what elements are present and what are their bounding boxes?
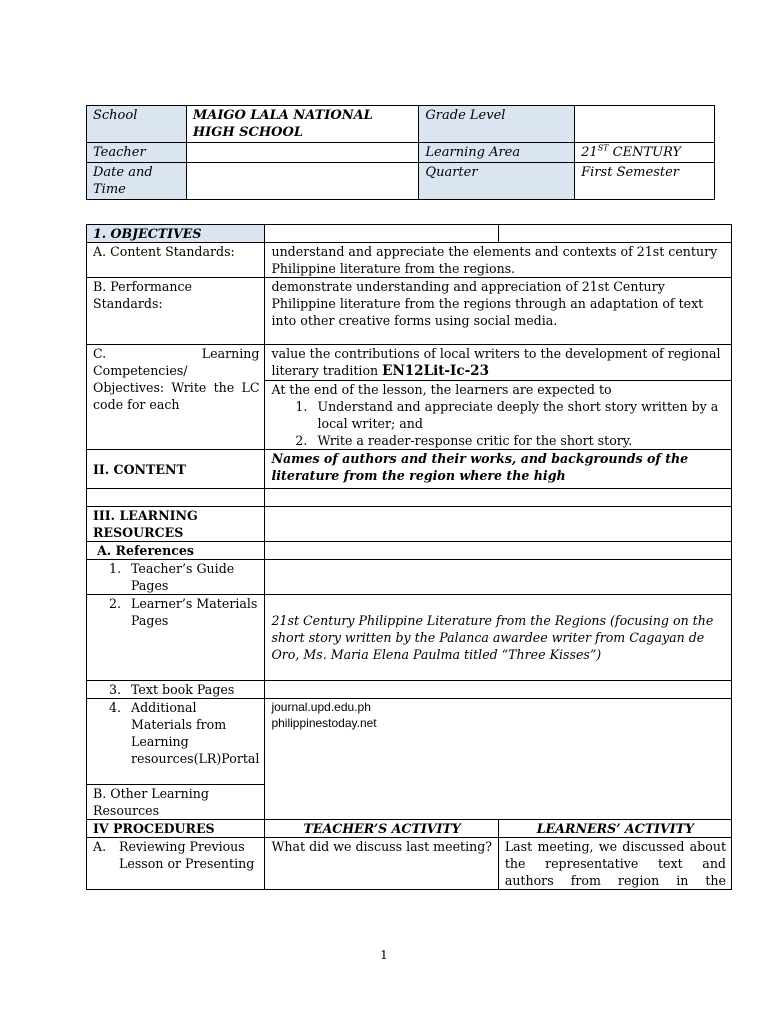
lesson-objective-item: 2. Write a reader-response critic for the short story. [311,432,726,449]
competencies-code: EN12Lit-Ic-23 [382,363,489,379]
reviewing-label: Reviewing Previous Lesson or Presenting [119,839,255,871]
lesson-intro: At the end of the lesson, the learners are expected to [271,382,612,397]
learning-area-value [575,143,715,163]
quarter-value: First Semester [575,163,715,200]
references-label: A. References [87,542,265,560]
page-number: 1 [380,948,388,962]
objectives-heading: 1. OBJECTIVES [87,225,265,243]
textbook-value [265,681,732,699]
teachers-guide-cell [87,560,265,595]
teachers-guide-value [265,560,732,595]
objectives-empty-1 [265,225,498,243]
learning-resources-value [265,507,732,542]
content-standards-label: A. Content Standards: [87,243,265,278]
spacer-cell-2 [265,489,732,507]
additional-materials-list [93,699,259,767]
link-journal[interactable]: journal.upd.edu.ph [271,700,371,714]
additional-materials-cell [87,699,265,785]
textbook-cell [87,681,265,699]
school-label: School [87,106,187,143]
lesson-objectives [265,381,732,450]
teacher-value [186,143,419,163]
content-standards-text: understand and appreciate the elements and contexts of 21st century Philippine literature from the regions. [265,243,732,278]
lesson-plan-table [86,224,732,890]
learner-activity-header: LEARNERS’ ACTIVITY [498,820,731,838]
competencies-text [265,345,732,381]
content-text: Names of authors and their works, and backgrounds of the literature from the region where the high [265,450,732,489]
reviewing-marker: A. [93,839,107,854]
learners-materials-list [93,595,259,629]
learners-materials-cell [87,595,265,681]
header-table [86,105,715,200]
date-value [186,163,419,200]
other-resources-label: B. Other Learning Resources [87,785,265,820]
competencies-desc: value the contributions of local writers to the development of regional literary tradition [271,346,721,378]
performance-standards-text: demonstrate understanding and appreciation of 21st Century Philippine literature from the regions through an adaptation of text into other creative forms using social media. [265,278,732,345]
objectives-empty-2 [498,225,731,243]
learners-materials-label: 2. Learner’s Materials Pages [125,595,259,629]
teacher-activity-header: TEACHER’S ACTIVITY [265,820,498,838]
learning-area-label: Learning Area [419,143,575,163]
teachers-guide-label: 1. Teacher’s Guide Pages [125,560,259,594]
lesson-objective-item: 1. Understand and appreciate deeply the short story written by a local writer; and [311,398,726,432]
competencies-label: C. Learning Competencies/ Objectives: Write the LC code for each [87,345,265,450]
learning-area-num: 21 [581,145,598,160]
quarter-label: Quarter [419,163,575,200]
teacher-activity-text: What did we discuss last meeting? [265,838,498,890]
additional-materials-links [265,699,732,820]
reviewing-row [93,838,259,872]
grade-level-value [575,106,715,143]
teachers-guide-list [93,560,259,594]
content-label: II. CONTENT [87,450,265,489]
learner-activity-text: Last meeting, we discussed about the representative text and authors from region in the [498,838,731,890]
additional-materials-label: 4. Additional Materials from Learning resources(LR)Portal [125,699,259,767]
learners-materials-text: 21st Century Philippine Literature from the Regions (focusing on the short story written by the Palanca awardee writer from Cagayan de Oro, Ms. Maria Elena Paulma titled “Three Kisses”) [265,595,732,681]
lesson-objective-list [271,398,726,449]
learning-area-sup: ST [597,143,609,153]
textbook-label: 3. Text book Pages [125,681,259,698]
date-label: Date and Time [87,163,187,200]
reviewing-cell [87,838,265,890]
link-philippinestoday[interactable]: philippinestoday.net [271,716,377,730]
grade-level-label: Grade Level [419,106,575,143]
teacher-label: Teacher [87,143,187,163]
spacer-cell-1 [87,489,265,507]
school-value: MAIGO LALA NATIONAL HIGH SCHOOL [186,106,419,143]
learning-resources-label: III. LEARNING RESOURCES [87,507,265,542]
procedures-label: IV PROCEDURES [87,820,265,838]
learning-area-rest: CENTURY [608,145,682,160]
references-value [265,542,732,560]
textbook-list [93,681,259,698]
performance-standards-label: B. Performance Standards: [87,278,265,345]
